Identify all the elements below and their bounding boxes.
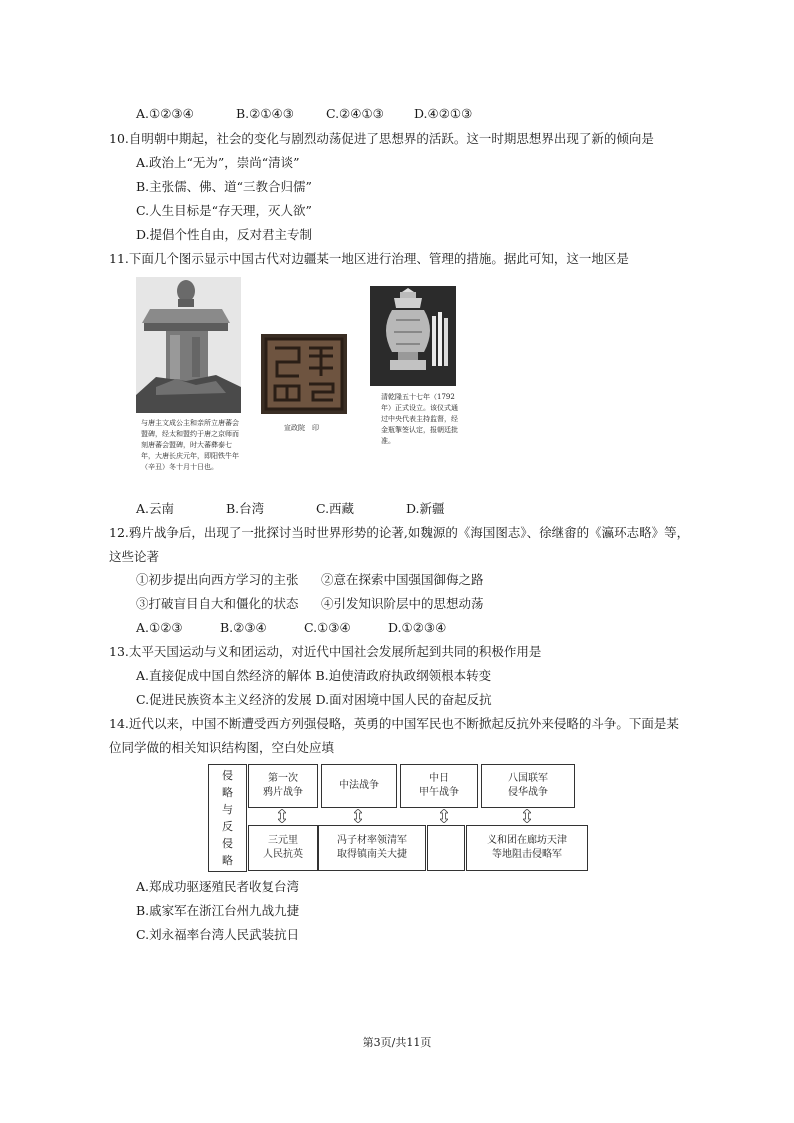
seal-photo [261,334,347,414]
golden-urn-photo [370,286,456,386]
seal-caption: 宣政院 印 [284,424,319,432]
q12-option-d: D.①②③④ [387,620,447,635]
q10-stem: 10.自明朝中期起，社会的变化与剧烈动荡促进了思想界的活跃。这一时期思想界出现了新的倾向是 [109,131,654,146]
q11-option-d: D.新疆 [405,501,445,516]
bottom-box-blank [427,825,465,871]
q12-option-b: B.②③④ [219,620,267,635]
stele-image [136,277,241,413]
seal-image [261,334,347,414]
bottom-box-sanyuanli-text: 三元里 人民抗英 [263,835,303,860]
q12-stem-2: 这些论著 [109,549,160,564]
q14-option-b: B.戚家军在浙江台州九战九捷 [136,903,300,918]
stele-photo [136,277,241,413]
double-arrow-icon [440,809,448,823]
q11-option-c: C.西藏 [315,501,355,516]
top-box-sino-japanese-war-text: 中日 甲午战争 [419,773,459,798]
q12-statement-4: ④引发知识阶层中的思想动荡 [321,596,484,611]
bottom-box-sanyuanli [248,825,318,871]
q12-statement-2: ②意在探索中国强国御侮之路 [321,572,484,587]
bottom-box-zhennanguan [318,825,426,871]
bottom-box-boxers [466,825,588,871]
bottom-box-zhennanguan-text: 冯子材率领清军 取得镇南关大捷 [337,835,407,860]
side-label: 侵略与反侵略 [222,769,233,867]
q13-options-row-1: A.直接促成中国自然经济的解体 B.迫使清政府执政纲领根本转变 [136,668,492,683]
golden-urn-image [370,286,456,386]
q12-option-c: C.①③④ [303,620,351,635]
bottom-box-boxers-text: 义和团在廊坊天津 等地阻击侵略军 [487,835,567,860]
page-footer: 第3页/共11页 [362,1036,432,1049]
double-arrow-icon [354,809,362,823]
top-box-sino-french-war [321,764,397,808]
q12-option-a: A.①②③ [136,620,183,635]
q9-option-d: D.④②①③ [413,106,473,121]
q13-stem: 13.太平天国运动与义和团运动，对近代中国社会发展所起到共同的积极作用是 [109,644,542,659]
q9-option-a: A.①②③④ [136,106,194,121]
side-label-box [208,764,247,872]
top-box-eight-nation-alliance [481,764,575,808]
golden-urn-caption: 清乾隆五十七年（1792年）正式设立。该仪式通过中央代表主持监督，经金瓶掣签认定，报朝廷批准。 [381,393,458,445]
q13-options-row-2: C.促进民族资本主义经济的发展 D.面对困境中国人民的奋起反抗 [136,692,492,707]
top-box-sino-japanese-war [400,764,478,808]
q10-option-d: D.提倡个性自由，反对君主专制 [136,227,313,242]
q9-option-b: B.②①④③ [235,106,294,121]
top-box-eight-nation-alliance-text: 八国联军 侵华战争 [508,773,548,798]
q11-stem: 11.下面几个图示显示中国古代对边疆某一地区进行治理、管理的措施。据此可知，这一地区是 [109,251,629,266]
q12-options [136,620,446,636]
q12-statement-1: ①初步提出向西方学习的主张 [136,572,299,587]
q14-option-a: A.郑成功驱逐殖民者收复台湾 [136,879,300,894]
q11-option-b: B.台湾 [225,501,265,516]
q10-option-c: C.人生目标是“存天理，灭人欲” [136,203,312,218]
q9-options [136,106,472,122]
stele-caption: 与唐主文成公主和亲所立唐蕃会盟碑，经太和盟约于唐之京师而刻唐蕃会盟碑，时大蕃彝泰七年，大唐长庆元年，即阳铁牛年（辛丑）冬十月十日也。 [141,419,239,471]
q14-stem-2: 位同学做的相关知识结构图，空白处应填 [109,740,335,755]
q12-stem-1: 12.鸦片战争后，出现了一批探讨当时世界形势的论著,如魏源的《海国图志》、徐继畬的《瀛环志略》等， [109,525,690,540]
q9-option-c: C.②④①③ [325,106,384,121]
q12-statement-3: ③打破盲目自大和僵化的状态 [136,596,299,611]
q10-option-a: A.政治上“无为”，崇尚“清谈” [136,155,300,170]
q11-option-a: A.云南 [136,501,175,516]
top-box-opium-war-text: 第一次 鸦片战争 [263,773,303,798]
top-box-sino-french-war-text: 中法战争 [339,780,379,791]
q14-stem-1: 14.近代以来，中国不断遭受西方列强侵略，英勇的中国军民也不断掀起反抗外来侵略的斗争。下面是某 [109,716,679,731]
q10-option-b: B.主张儒、佛、道“三教合归儒” [136,179,312,194]
top-box-opium-war [248,764,318,808]
double-arrow-icon [278,809,286,823]
q14-option-c: C.刘永福率台湾人民武装抗日 [136,927,300,942]
q11-options [136,501,445,517]
double-arrow-icon [523,809,531,823]
